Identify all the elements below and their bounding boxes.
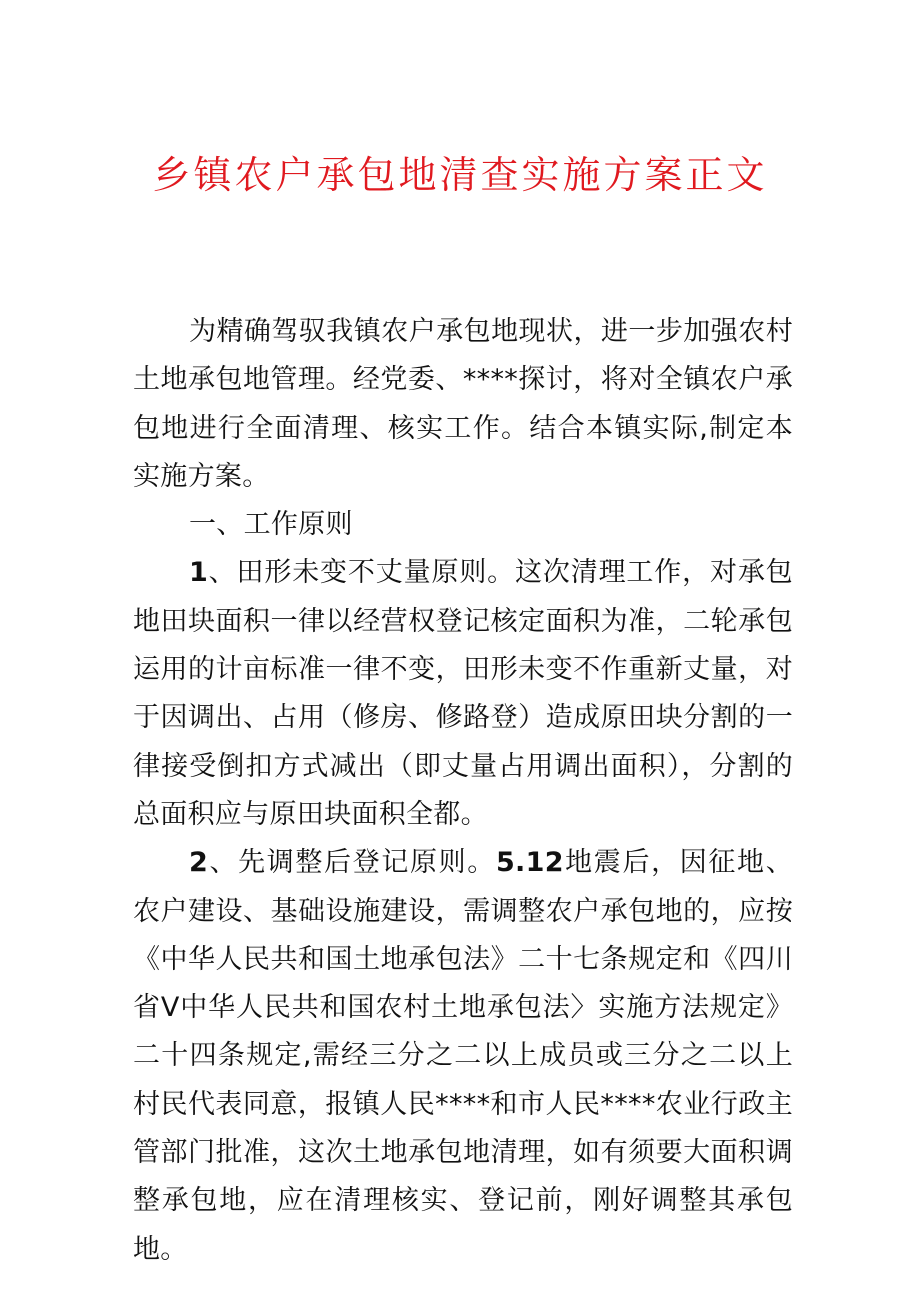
principle-2-number: 2 [189, 847, 209, 879]
document-body [133, 308, 793, 1274]
principle-2-paragraph [133, 839, 793, 1274]
principle-1-text: 、田形未变不丈量原则。这次清理工作，对承包地田块面积一律以经营权登记核定面积为准，二轮承包运用的计亩标准一律不变，田形未变不作重新丈量，对于因调出、占用（修房、修路登）造成原田块分割的一律接受倒扣方式减出（即丈量占用调出面积），分割的总面积应与原田块面积全都。 [133, 557, 793, 830]
principle-1-paragraph [133, 549, 793, 839]
intro-paragraph: 为精确驾驭我镇农户承包地现状，进一步加强农村土地承包地管理。经党委、****探讨，将对全镇农户承包地进行全面清理、核实工作。结合本镇实际,制定本实施方案。 [133, 316, 793, 492]
principle-2-date: 5.12 [495, 847, 564, 879]
principle-1-number: 1 [189, 557, 209, 589]
section-heading: 一、工作原则 [189, 509, 353, 541]
principle-2-text-a: 、先调整后登记原则。 [208, 847, 496, 879]
document-title: 乡镇农户承包地清查实施方案正文 [152, 153, 768, 197]
principle-2-text-b: 地震后，因征地、农户建设、基础设施建设，需调整农户承包地的，应按《中华人民共和国土地承包法》二十七条规定和《四川省V中华人民共和国农村土地承包法〉实施方法规定》二十四条规定,需经三分之二以上成员或三分之二以上村民代表同意，报镇人民****和市人民****农业行政主管部门批准，这次土地承包地清理，如有须要大面积调整承包地，应在清理核实、登记前，刚好调整其承包地。 [133, 847, 794, 1265]
